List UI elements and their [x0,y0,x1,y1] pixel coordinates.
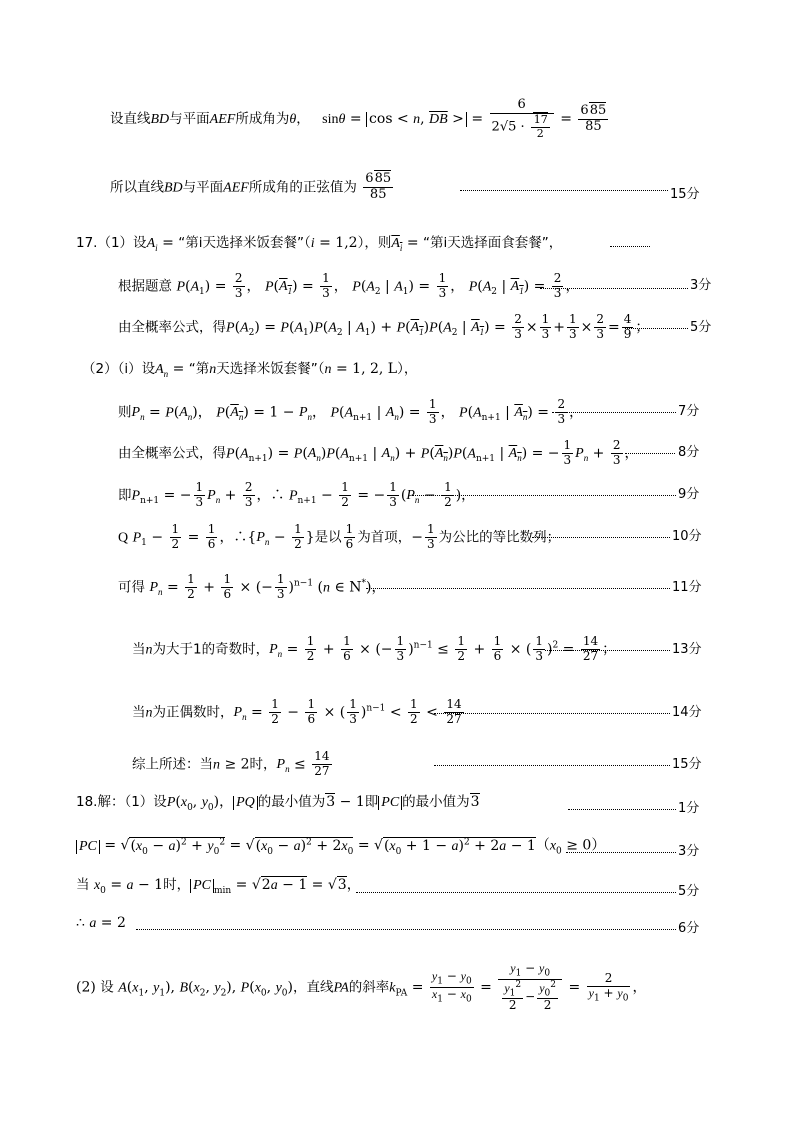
leader-dots [566,852,676,853]
leader-dots [545,650,670,651]
line-12: 当n为大于1的奇数时，$P_n$ = $\frac{1}{2}$ + $\frac{1}{6}$ × (− $\frac{1}{3}$ )$^{n-1}$ ≤ $\frac{1}{2}$ + $\frac{1}{6}$ × ( $\frac{1}{3}$ )$^2$ = $\frac{14}{27}$ ； [132,634,617,663]
score-label: 9分 [678,487,700,502]
leader-dots [460,190,668,191]
line-6: （2）（i）设$A_n$ = “第n天选择米饭套餐”（n = 1, 2, L）， [82,361,418,379]
score-label: 15分 [670,187,700,202]
leader-dots [434,713,670,714]
leader-dots [540,288,688,289]
score-label: 7分 [678,404,700,419]
line-10: Q $P_1$ − $\frac{1}{2}$ = $\frac{1}{6}$ ，$\therefore\{P_n$ − $\frac{1}{2}$ }是以 $\frac{1}{6}$ 为首项，− $\frac{1}{3}$ 为公比的等比数列； [118,522,561,551]
leader-dots [610,246,650,247]
line-5: 由全概率公式，得$P(A_2) = P(A_1)P(A_2$ | $A_1) + P(A_1)P(A_2$ | $A_1$) = $\frac{2}{3}$ × $\frac{1}{3}$ + $\frac{1}{3}$ × $\frac{2}{3}$ = $\frac{4}{9}$ ； [118,312,650,341]
score-label: 13分 [672,642,702,657]
leader-dots [136,929,676,930]
line-3: 17.（1）设$A_i$ = “第i天选择米饭套餐”（i = 1,2），则$A_i$ = “第i天选择面食套餐”， [76,235,563,253]
line-2: 所以直线BD与平面AEF所成角的正弦值为 $\frac{685}{85}$ [110,171,392,202]
line-1: 设直线BD与平面AEF所成角为θ， sinθ = cos < n, $\overline{DB}$ > = 6 2√5 · $\frac{17}{2}$ = $\frac{685}{85}$ [110,97,607,140]
score-label: 8分 [678,445,700,460]
line-11: 可得 $P_n$ = $\frac{1}{2}$ + $\frac{1}{6}$ × (− $\frac{1}{3}$ )$^{n-1}$ (n ∈ N*)， [118,572,386,601]
line-4: 根据题意 $P(A_1)$ = $\frac{2}{3}$ ， $P(A_1)$ = $\frac{1}{3}$ ， $P(A_2$ | $A_1$) = $\frac{1}{3}$ ， $P(A_2$ | $A_1$) = $\frac{2}{3}$ ， [118,271,580,300]
score-label: 3分 [690,278,712,293]
line-17: 当 $x_0 = a - 1$时， PC $_{min}$ = √2a − 1 = √3， [76,877,361,896]
score-label: 6分 [678,921,700,936]
leader-dots [625,328,688,329]
line-14: 综上所述：当n ≥ 2时，$P_n$ ≤ $\frac{14}{27}$ [132,749,330,778]
leader-dots [356,892,676,893]
line-13: 当n为正偶数时，$P_n$ = $\frac{1}{2}$ − $\frac{1}{6}$ × ( $\frac{1}{3}$ )$^{n-1}$ < $\frac{1}{2}$ < $\frac{14}{27}$ [132,697,462,726]
line-19: (2) 设 $A(x_1$, $y_1$), $B(x_2$, $y_2$), $P(x_0$, $y_0$)，直线PA的斜率$k_{PA}$ = $\frac{y_1 - y_0}{x_1 - x_0}$ = $y_1 - y_0$ $\frac{y_1^2}{2}$ − $\frac{y_0^2}{2}$ = $\frac{2}{y_1 + y_0}$ ， [76,961,647,1013]
line-18: ∴ a = 2 [76,915,126,931]
leader-dots [366,588,670,589]
leader-dots [532,537,670,538]
line-16: PC = $√(x_0 - a)^2 + y_0^2 = √(x_0 - a)^2 + 2x_0 = √(x_0 + 1 - a)^2 + 2a - 1(x_0 \ge 0)$ [76,838,605,856]
score-label: 14分 [672,705,702,720]
leader-dots [434,765,670,766]
leader-dots [552,412,676,413]
score-label: 5分 [690,320,712,335]
line-15: 18.解：（1）设$P(x_0$, $y_0$)， PQ 的最小值为3 − 1即 PC 的最小值为3 [76,794,480,813]
leader-dots [412,495,676,496]
score-label: 15分 [672,757,702,772]
leader-dots [625,453,675,454]
score-label: 3分 [678,844,700,859]
line-9: 即$P_{n+1}$ = − $\frac{1}{3}$ $P_n$ + $\frac{2}{3}$ ，∴ $P_{n+1}$ − $\frac{1}{2}$ = − $\frac{1}{3}$ ($P_n$ − $\frac{1}{2}$ )， [118,480,476,509]
leader-dots [568,809,676,810]
line-8: 由全概率公式，得$P(A_{n+1}) = P(A_n)P(A_{n+1}$ | $A_n) + P(A_n)P(A_{n+1}$ | $A_n$) = − $\frac{1}{3}$ $P_n$ + $\frac{2}{3}$ ， [118,438,639,467]
score-label: 1分 [678,801,700,816]
score-label: 5分 [678,884,700,899]
score-label: 11分 [672,580,702,595]
line-7: 则$P_n = P(A_n)$， $P(A_n) = 1 - P_n$， $P(A_{n+1}$ | $A_n$) = $\frac{1}{3}$ ， $P(A_{n+1}$ | $A_n$) = $\frac{2}{3}$ ， [118,397,584,426]
score-label: 10分 [672,529,702,544]
